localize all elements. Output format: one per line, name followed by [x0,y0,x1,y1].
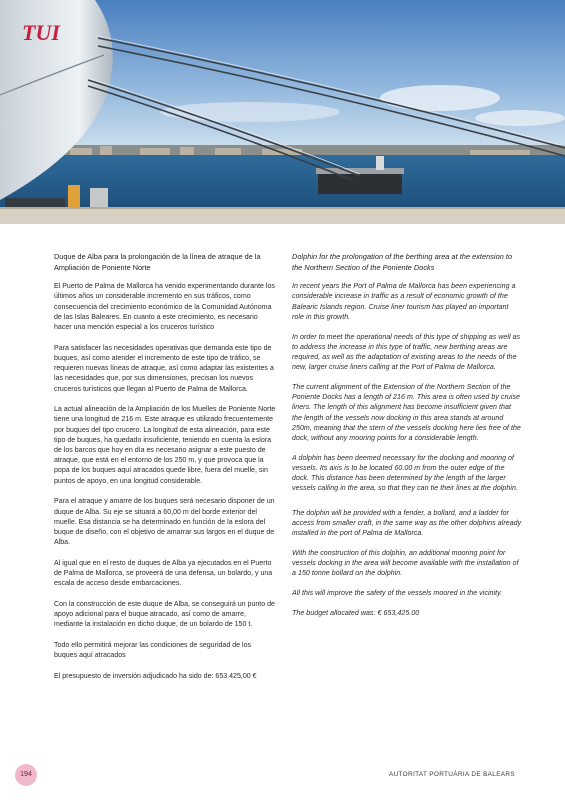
english-paragraph: With the construction of this dolphin, an additional mooring point for vessels docking in the area will become available with the installation of a 150 tonne bollard on the dolphin. [292,549,519,578]
spanish-paragraph: Todo ello permitirá mejorar las condiciones de seguridad de los buques aquí atracados [54,642,252,660]
spanish-paragraph: Al igual que en el resto de duques de Alba ya ejecutados en el Puerto de Palma de Mallorca, se proveerá de una defensa, un bolardo, y una escala de acceso desde embarcaciones. [54,559,273,588]
spanish-paragraph: La actual alineación de la Ampliación de los Muelles de Poniente Norte tiene una longitud de 216 m. Este atraque es utilizado frecuentemente por buques del tipo crucero. La longitud de esta alineación, para este tipo de buques, ha quedado insuficiente, teniendo en cuenta la eslora de los barcos que hoy en día es necesario asignar a este puesto de atraque, que está en el entorno de los 250 m, y que provoca que la popa de los buques aquí atracados quede libre, fuera del muelle, sin puntos de apoyo, en una longitud considerable. [54,406,276,485]
spanish-paragraph: El Puerto de Palma de Mallorca ha venido experimentando durante los últimos años un considerable incremento en sus tráficos, como consecuencia del crecimiento económico de la Comunidad Autónoma de las Islas Baleares. En cuanto a este crecimiento, es necesario hacer una mención especial a los cruceros turístico [54,283,275,331]
english-paragraph: All this will improve the safety of the vessels moored in the vicinity. [292,590,503,598]
english-column [292,252,522,629]
spanish-paragraph: Con la construcción de este duque de Alba, se conseguirá un punto de apoyo adicional para el buque atracado, así como de amarre, mediante la instalación en dicho duque, de un bolardo de 150 t. [54,600,275,629]
english-paragraph: The dolphin will be provided with a fender, a bollard, and a ladder for access from smaller craft, in the same way as the other dolphins already installed in the port of Palma de Mallorca. [292,509,522,538]
english-heading: Dolphin for the prolongation of the berthing area at the extension to the Northern Section of the Poniente Docks [292,252,513,272]
ship-logo: TUI [22,20,60,45]
spanish-heading: Duque de Alba para la prolongación de la línea de atraque de la Ampliación de Poniente Norte [54,252,261,272]
english-paragraph: In recent years the Port of Palma de Mallorca has been experiencing a considerable increase in traffic as a result of economic growth of the Balearic Islands region. Cruise liner tourism has played an important role in this growth. [292,283,516,321]
harbour-photo [0,0,565,224]
spanish-paragraph: Para el atraque y amarre de los buques será necesario disponer de un duque de Alba. Su eje se situará a 60,00 m del borde exterior del muelle. Esa distancia se ha determinado en función de la eslora del buque de diseño, con el objetivo de amarrar sus largos en el duque de Alba. [54,498,275,547]
english-paragraph: A dolphin has been deemed necessary for the docking and mooring of vessels. Its axis is to be located 60.00 m from the outer edge of the dock. This distance has been determined by the length of the larger vessels calling in the area, so that they can tie their lines at the dolphin. [292,454,518,493]
page-number: 194 [15,764,37,786]
english-budget: The budget allocated was: € 653,425.00 [292,609,420,617]
english-paragraph: The current alignment of the Extension of the Northern Section of the Poniente Docks has a length of 216 m. This area is often used by cruise liners. The length of this alignment has become insufficient given that the length of the vessels now docking in this area stands at around 250m, meaning that the stern of the vessels docking here lies free of the dock, without any mooring points for a considerable length. [292,384,521,443]
spanish-paragraph: Para satisfacer las necesidades operativas que demanda este tipo de buques, así como atender el incremento de este tipo de tráfico, se requieren nuevas líneas de atraque, así como adaptar las existentes a las necesidades que, por sus dimensiones, precisan los nuevos cruceros turísticos que llegan al Puerto de Palma de Mallorca. [54,344,274,393]
spanish-budget: El presupuesto de inversión adjudicado ha sido de: 653.425,00 € [54,672,257,680]
sea [0,155,565,213]
english-paragraph: In order to meet the operational needs of this type of shipping as well as to address the increase in this type of traffic, new berthing areas are required, as well as the adaptation of existing areas to the needs of the new, larger cruise liners calling at the Port of Palma de Mallorca. [292,333,521,372]
spanish-column [54,252,276,693]
publisher-footer: AUTORITAT PORTUÀRIA DE BALEARS [388,771,515,778]
dock [0,207,565,224]
